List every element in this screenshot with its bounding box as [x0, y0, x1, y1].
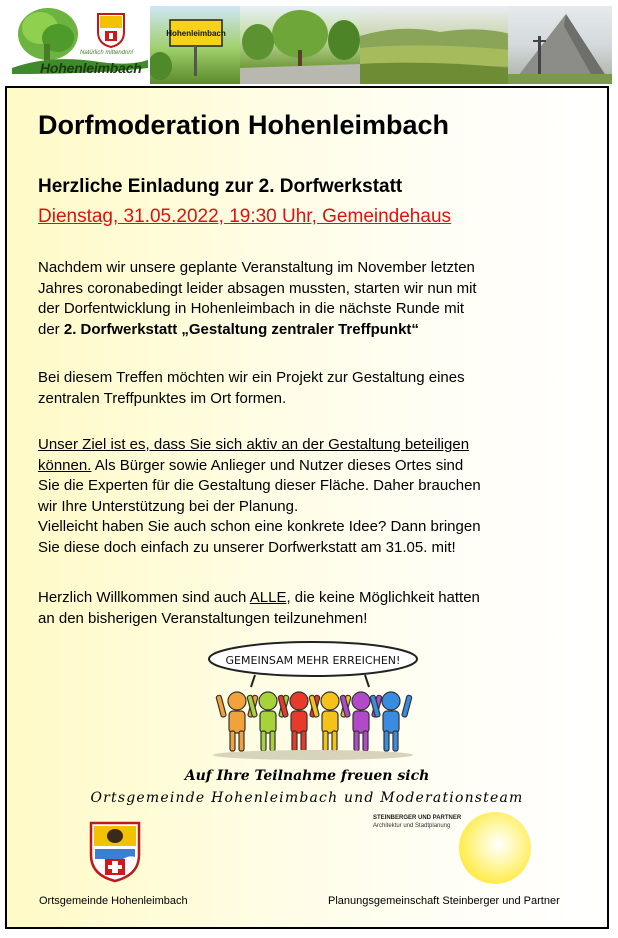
text-line: Bei diesem Treffen möchten wir ein Projekt zur Gestaltung eines — [38, 369, 465, 386]
photo-village-street — [240, 6, 360, 84]
header-banner — [0, 0, 618, 86]
coat-of-arms-icon — [89, 821, 141, 883]
text-line: Nachdem wir unsere geplante Veranstaltung im November letzten — [38, 259, 475, 276]
people-group — [216, 692, 412, 751]
speech-bubble-text: GEMEINSAM MEHR ERREICHEN! — [225, 654, 401, 667]
text-line: an den bisherigen Veranstaltungen teilzunehmen! — [38, 609, 368, 627]
footer-municipality: Ortsgemeinde Hohenleimbach — [39, 895, 188, 907]
logo-name: Hohenleimbach — [40, 60, 142, 76]
organizers-line: Ortsgemeinde Hohenleimbach und Moderationsteam — [90, 790, 524, 806]
partner-logo-name: STEINBERGER UND PARTNER — [373, 815, 462, 821]
text-span: der — [38, 320, 64, 338]
person-figure-icon — [370, 692, 412, 751]
paragraph-welcome — [38, 588, 598, 629]
invitation-card — [5, 86, 609, 929]
logo-tagline: Natürlich mittendrin! — [80, 50, 134, 56]
text-line: der Dorfentwicklung in Hohenleimbach in die nächste Runde mit — [38, 300, 465, 317]
workshop-title-bold: 2. Dorfwerkstatt „Gestaltung zentraler Treffpunkt“ — [63, 320, 419, 338]
text-span: Als Bürger sowie Anlieger und Nutzer dieses Ortes sind — [91, 456, 464, 474]
text-line: Jahres coronabedingt leider absagen mussten, starten wir nun mit — [38, 279, 477, 297]
paragraph-project — [38, 368, 598, 409]
text-line: Sie diese doch einfach zu unserer Dorfwerkstatt am 31.05. mit! — [38, 538, 456, 556]
thanks-line: Auf Ihre Teilnahme freuen sich — [184, 768, 430, 784]
text-line: Sie die Experten für die Gestaltung dieser Fläche. Daher brauchen — [38, 477, 481, 494]
document-title: Dorfmoderation Hohenleimbach — [38, 110, 450, 140]
text-line-underlined: Unser Ziel ist es, dass Sie sich aktiv an der Gestaltung beteiligen — [38, 436, 470, 453]
partner-logo-subtitle: Architektur und Stadtplanung — [373, 823, 451, 829]
text-span-underlined: ALLE — [249, 589, 287, 606]
event-date-line: Dienstag, 31.05.2022, 19:30 Uhr, Gemeindehaus — [38, 206, 452, 227]
text-line — [38, 588, 598, 609]
photo-chapel — [508, 6, 612, 84]
partner-sun-logo-icon — [447, 810, 533, 890]
text-line: wir Ihre Unterstützung bei der Planung. — [38, 497, 299, 515]
invitation-heading: Herzliche Einladung zur 2. Dorfwerkstatt — [38, 176, 403, 197]
paragraph-intro — [38, 258, 598, 340]
text-line — [38, 456, 598, 477]
photo-town-sign — [150, 6, 240, 84]
coat-of-arms-small-icon — [96, 12, 126, 48]
text-line — [38, 320, 598, 341]
text-span-underlined: können. — [38, 456, 92, 474]
together-people-illustration — [205, 639, 421, 761]
text-span: , die keine Möglichkeit hatten — [286, 589, 480, 606]
text-line: zentralen Treffpunktes im Ort formen. — [38, 389, 287, 407]
photo-landscape — [360, 6, 510, 84]
town-sign-text: Hohenleimbach — [166, 29, 226, 38]
paragraph-goal — [38, 435, 598, 558]
text-span: Herzlich Willkommen sind auch — [38, 589, 250, 606]
footer-planning-partner: Planungsgemeinschaft Steinberger und Partner — [328, 895, 560, 907]
text-line: Vielleicht haben Sie auch schon eine konkrete Idee? Dann bringen — [38, 518, 481, 535]
